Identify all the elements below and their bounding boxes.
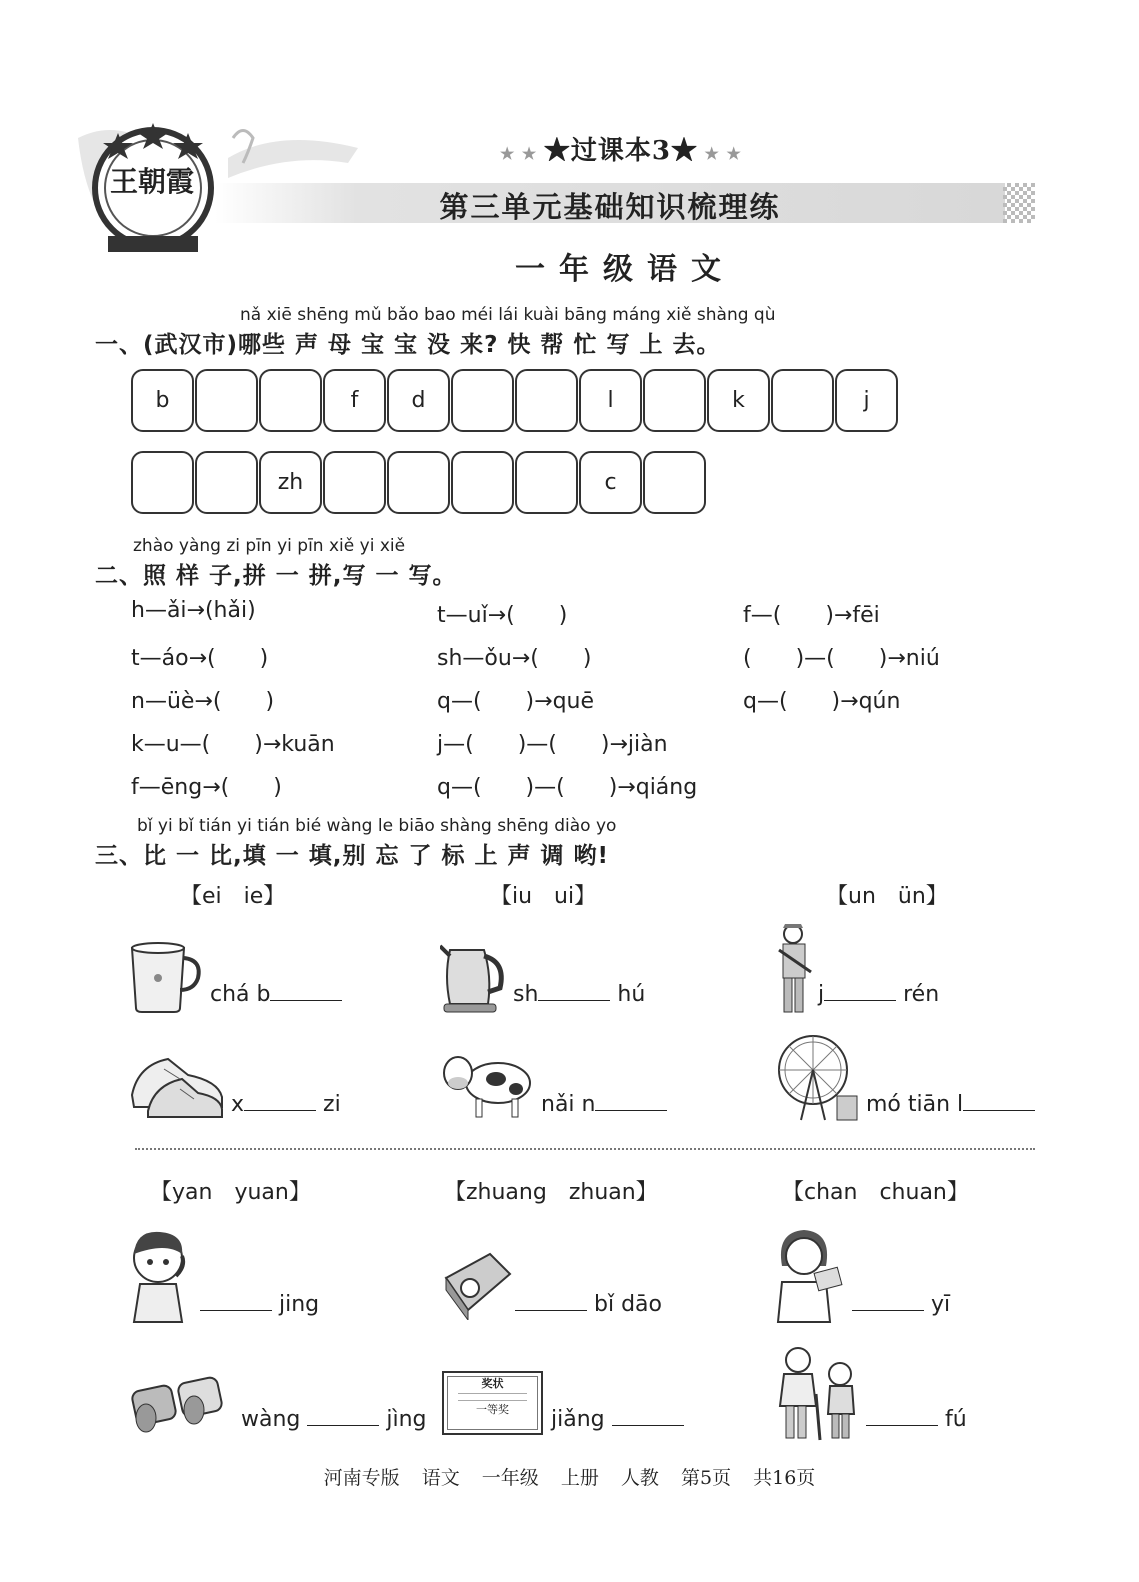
award-word: jiǎng [551,1407,684,1432]
kettle-word: sh hú [513,982,646,1007]
elder-child-icon [776,1344,860,1442]
banner-pattern [1003,183,1035,223]
box-cell[interactable]: zh [259,451,322,514]
box-cell[interactable] [643,451,706,514]
cup-word: chá b [210,982,342,1007]
footer-edition: 河南专版 [323,1467,400,1489]
box-cell[interactable]: j [835,369,898,432]
footer-volume: 上册 [560,1467,599,1489]
answer-blank[interactable] [866,1424,938,1426]
soldier-word: j rén [818,982,940,1007]
page-subtitle: 一年级语文 [515,252,735,287]
footer-total: 共16页 [753,1467,816,1489]
box-cell[interactable] [515,369,578,432]
answer-blank[interactable] [200,1309,272,1311]
q2-item[interactable]: q—( )→qún [743,689,901,714]
group-iu-ui: 【iu ui】 [490,884,597,909]
box-cell[interactable] [451,369,514,432]
answer-blank[interactable] [270,999,342,1001]
box-cell[interactable] [259,369,322,432]
box-cell[interactable]: f [323,369,386,432]
box-cell[interactable]: c [579,451,642,514]
kettle-icon [440,936,510,1016]
group-zhuang-zhuan: 【zhuang zhuan】 [444,1180,658,1205]
soldier-icon [775,920,815,1018]
box-cell[interactable] [387,451,450,514]
binoculars-icon [128,1368,228,1438]
q2-example: h—ǎi→(hǎi) [131,598,256,623]
answer-blank[interactable] [538,999,610,1001]
cup-icon [128,942,204,1014]
box-cell[interactable] [451,451,514,514]
footer-page: 第5页 [680,1467,732,1489]
q1-question: 一、(武汉市)哪些 声 母 宝 宝 没 来? 快 帮 忙 写 上 去。 [95,332,721,358]
cow-word: nǎi n [541,1092,667,1117]
q1-pinyin: nǎ xiē shēng mǔ bǎo bao méi lái kuài bāng máng xiě shàng qù [240,305,776,325]
footer-grade: 一年级 [481,1467,539,1489]
elder-word: fú [866,1407,967,1432]
series-label: ★ ★ ★过课本3★ ★ ★ [500,136,742,166]
q2-item[interactable]: n—üè→( ) [131,689,275,714]
q2-item[interactable]: f—( )→fēi [743,603,880,628]
group-yan-yuan: 【yan yuan】 [150,1180,311,1205]
q2-item[interactable]: q—( )→quē [437,689,595,714]
group-ei-ie: 【ei ie】 [180,884,286,909]
q2-item[interactable]: ( )—( )→niú [743,646,940,671]
q2-item[interactable]: t—áo→( ) [131,646,269,671]
section-divider [135,1148,1035,1150]
certificate-lines [458,1393,527,1401]
ferris-wheel-icon [775,1030,861,1126]
doctor-word: yī [852,1292,950,1317]
ferris-wheel-word: mó tiān l [866,1092,1035,1117]
box-cell[interactable]: d [387,369,450,432]
brand-name: 王朝霞 [110,165,195,198]
shoes-icon [128,1045,226,1121]
q2-pinyin: zhào yàng zi pīn yi pīn xiě yi xiě [133,536,406,556]
q2-item[interactable]: k—u—( )→kuān [131,732,335,757]
box-cell[interactable] [323,451,386,514]
q1-box-row-1 [131,369,899,432]
answer-blank[interactable] [515,1309,587,1311]
binoculars-word: wàng jìng [241,1407,427,1432]
box-cell[interactable]: k [707,369,770,432]
q1-box-row-2 [131,451,707,514]
answer-blank[interactable] [963,1109,1035,1111]
q2-item[interactable]: t—uǐ→( ) [437,603,568,628]
certificate-title: 奖状 [481,1377,504,1390]
page-footer [0,1463,1139,1490]
group-un-un: 【un ün】 [826,884,948,909]
box-cell[interactable] [771,369,834,432]
q2-item[interactable]: f—ēng→( ) [131,775,282,800]
certificate-prize: 一等奖 [476,1403,509,1416]
box-cell[interactable] [515,451,578,514]
answer-blank[interactable] [307,1424,379,1426]
q3-question: 三、比 一 比,填 一 填,别 忘 了 标 上 声 调 哟! [95,843,610,869]
cow-icon [438,1045,536,1121]
page-title: 第三单元基础知识梳理练 [439,190,781,224]
group-chan-chuan: 【chan chuan】 [782,1180,969,1205]
q2-question: 二、照 样 子,拼 一 拼,写 一 写。 [95,563,457,589]
sharpener-word: bǐ dāo [515,1292,662,1317]
answer-blank[interactable] [824,999,896,1001]
box-cell[interactable] [131,451,194,514]
box-cell[interactable]: l [579,369,642,432]
box-cell[interactable]: b [131,369,194,432]
boy-word: jing [200,1292,319,1317]
q2-item[interactable]: sh—ǒu→( ) [437,646,592,671]
answer-blank[interactable] [244,1109,316,1111]
box-cell[interactable] [195,451,258,514]
pencil-sharpener-icon [440,1248,514,1320]
answer-blank[interactable] [612,1424,684,1426]
answer-blank[interactable] [595,1109,667,1111]
footer-publisher: 人教 [620,1467,659,1489]
footer-subject: 语文 [421,1467,460,1489]
q2-item[interactable]: j—( )—( )→jiàn [437,732,668,757]
shoes-word: x zi [231,1092,341,1117]
doctor-icon [772,1226,852,1324]
q3-pinyin: bǐ yi bǐ tián yi tián bié wàng le biāo shàng shēng diào yo [137,816,617,836]
q2-item[interactable]: q—( )—( )→qiáng [437,775,698,800]
boy-icon [126,1226,196,1324]
box-cell[interactable] [643,369,706,432]
answer-blank[interactable] [852,1309,924,1311]
box-cell[interactable] [195,369,258,432]
award-certificate [442,1371,543,1435]
